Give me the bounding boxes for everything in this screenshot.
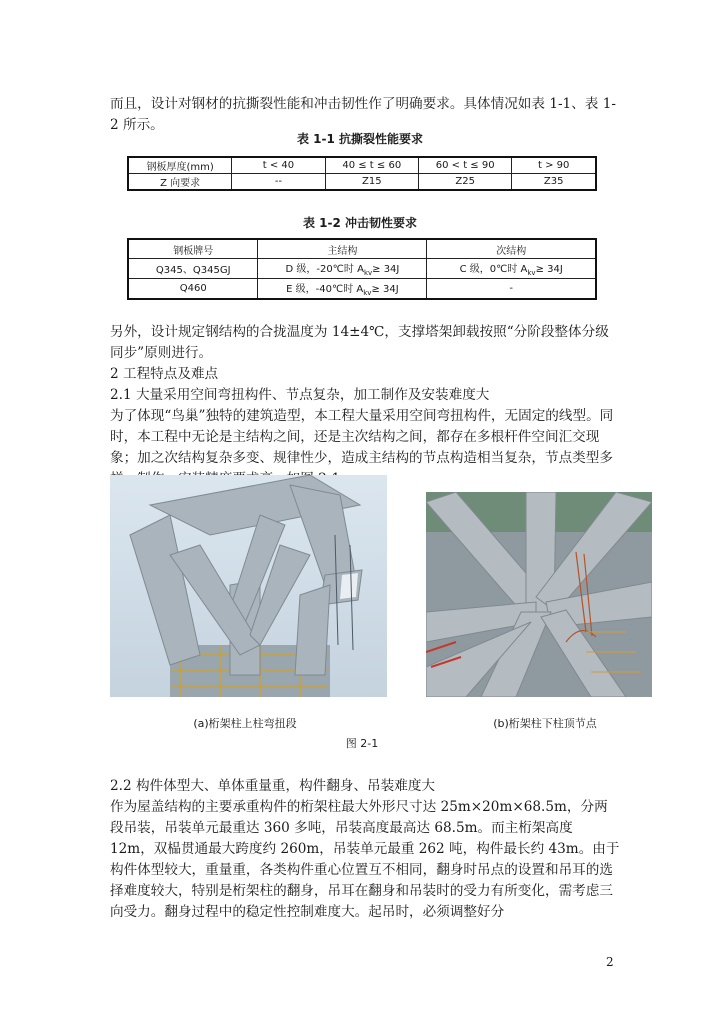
steel-node-illustration: [426, 492, 652, 697]
table2-caption: 表 1-2 冲击韧性要求: [302, 216, 418, 230]
table1-cell: Z15: [325, 174, 418, 191]
table2-cell: [427, 259, 596, 279]
table2-cell: Q460: [128, 279, 258, 300]
impact-toughness-table: [127, 238, 597, 300]
section-2-heading: 2 工程特点及难点: [110, 366, 219, 382]
table2-cell-subscript: kv: [363, 289, 372, 297]
figure-label-b: (b)桁架柱下柱顶节点: [493, 717, 597, 730]
table1-caption: 表 1-1 抗撕裂性能要求: [296, 132, 424, 146]
page-number: 2: [606, 955, 614, 969]
table2-cell-subscript: kv: [527, 269, 536, 277]
table2-cell: [258, 279, 427, 300]
table2-cell: -: [427, 279, 596, 300]
figure-caption: 图 2-1: [345, 737, 379, 750]
table2-data-row: [128, 279, 596, 300]
photo-truss-column-upper: [110, 475, 387, 697]
table2-header-cell: 次结构: [427, 239, 596, 259]
table2-cell-text: ≥ 34J: [535, 264, 563, 275]
figure-label-a: (a)桁架柱上柱弯扭段: [193, 717, 297, 730]
table2-cell: [258, 259, 427, 279]
section-2-2-heading: 2.2 构件体型大、单体重量重，构件翻身、吊装难度大: [110, 778, 436, 794]
table2-cell-text: E 级，-40℃时 A: [286, 284, 364, 295]
steel-structure-illustration: [110, 475, 387, 697]
intro-paragraph: 而且，设计对钢材的抗撕裂性能和冲击韧性作了明确要求。具体情况如表 1-1、表 1-2 所示。: [110, 96, 616, 133]
table2-data-row: [128, 259, 596, 279]
table1-cell: Z 向要求: [128, 174, 232, 191]
temperature-paragraph: 另外，设计规定钢结构的合拢温度为 14±4℃，支撑塔架卸载按照“分阶段整体分级同步”原则进行。: [110, 324, 609, 361]
table1-header-cell: 60 < t ≤ 90: [418, 157, 511, 174]
photo-truss-column-lower-node: [426, 492, 652, 697]
table2-header-row: [128, 239, 596, 259]
table1-cell: Z25: [418, 174, 511, 191]
tear-resistance-table: [127, 156, 597, 191]
table2-cell-text: D 级，-20℃时 A: [285, 264, 364, 275]
table1-header-cell: 40 ≤ t ≤ 60: [325, 157, 418, 174]
section-2-1-paragraph: 为了体现“鸟巢”独特的建筑造型，本工程大量采用空间弯扭构件，无固定的线型。同时，本工程中无论是主结构之间，还是主次结构之间，都存在多根杆件空间汇交现象；加之次结构复杂多变、规律性少，造成主结构的节点构造相当复杂，节点类型多: [110, 408, 614, 466]
section-2-1-heading: 2.1 大量采用空间弯扭构件、节点复杂，加工制作及安装难度大: [110, 387, 490, 403]
table1-data-row: [128, 174, 596, 191]
section-2-2-paragraph: 作为屋盖结构的主要承重构件的桁架柱最大外形尺寸达 25m×20m×68.5m，分两段吊装，吊装单元最重达 360 多吨，吊装高度最高达 68.5m。而主桁架高度 12m，双榀贯通最大跨度约 260m，吊装单元最重 262 吨，构件最长约 43m。由于构件体型较大，重量重，各类构件重心位置互不相同，翻身时吊点的设置和吊耳的选择难度较大，特别是桁架柱的翻身，吊耳在翻身和吊装时的受力有所变化，需考虑三向受力。翻身过程中的稳定性控制难度大。起吊时，必须调整好分: [110, 799, 620, 920]
table1-header-cell: t > 90: [512, 157, 596, 174]
table1-cell: Z35: [512, 174, 596, 191]
table2-cell-text: ≥ 34J: [372, 264, 400, 275]
table2-cell: Q345、Q345GJ: [128, 259, 258, 279]
table2-cell-text: ≥ 34J: [371, 284, 399, 295]
table1-header-row: [128, 157, 596, 174]
table2-header-cell: 主结构: [258, 239, 427, 259]
table1-header-cell: t < 40: [232, 157, 325, 174]
table1-cell: --: [232, 174, 325, 191]
table1-header-cell: 钢板厚度(mm): [128, 157, 232, 174]
table2-header-cell: 钢板牌号: [128, 239, 258, 259]
table2-cell-text: C 级，0℃时 A: [459, 264, 528, 275]
table2-cell-subscript: kv: [363, 269, 373, 277]
